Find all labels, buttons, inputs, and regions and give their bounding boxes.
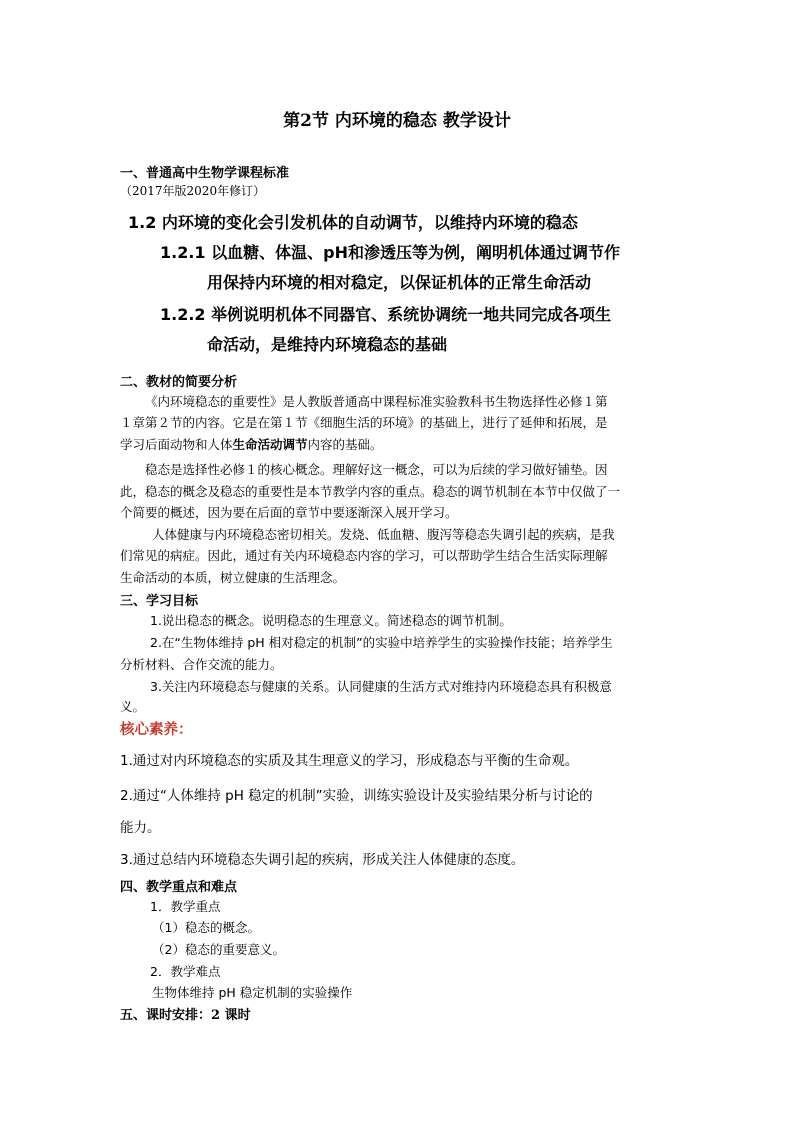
goal-1: 1.说出稳态的概念。说明稳态的生理意义。简述稳态的调节机制。 <box>150 613 512 628</box>
section-4-heading: 四、教学重点和难点 <box>120 880 238 895</box>
analysis-p1-line3-bold: 生命活动调节 <box>232 437 308 452</box>
goal-2-line1: 2.在“生物体维持 pH 相对稳定的机制”的实验中培养学生的实验操作技能；培养学生 <box>150 635 613 650</box>
core-literacy-3: 3.通过总结内环境稳态失调引起的疾病，形成关注人体健康的态度。 <box>120 852 525 868</box>
goal-3-line2: 义。 <box>120 699 146 714</box>
analysis-p1-line1: 《内环境稳态的重要性》是人教版普通高中课程标准实验教科书生物选择性必修１第 <box>145 394 608 409</box>
analysis-p1-line2: １章第２节的内容。它是在第１节《细胞生活的环境》的基础上，进行了延伸和拓展，是 <box>120 415 608 430</box>
section-1-heading: 一、普通高中生物学课程标准 <box>120 166 290 181</box>
key-point-2: （2）稳态的重要意义。 <box>152 942 285 957</box>
analysis-p2-line2: 此，稳态的概念及稳态的重要性是本节教学内容的重点。稳态的调节机制在本节中仅做了一 <box>120 484 621 499</box>
key-point-1: （1）稳态的概念。 <box>152 920 260 935</box>
section-5-heading: 五、课时安排：2 课时 <box>120 1008 251 1023</box>
goal-3-line1: 3.关注内环境稳态与健康的关系。认同健康的生活方式对维持内环境稳态具有积极意 <box>150 679 612 694</box>
analysis-p2-line3: 个简要的概述，因为要在后面的章节中要逐渐深入展开学习。 <box>120 505 458 520</box>
key-points-label: 1．教学重点 <box>150 899 221 914</box>
analysis-p1-line3-post: 内容的基础。 <box>307 437 383 452</box>
standard-1-2-2-line1: 1.2.2 举例说明机体不同器官、系统协调统一地共同完成各项生 <box>160 305 612 324</box>
section-3-heading: 三、学习目标 <box>120 594 199 609</box>
core-literacy-1: 1.通过对内环境稳态的实质及其生理意义的学习，形成稳态与平衡的生命观。 <box>120 753 579 769</box>
standard-1-2: 1.2 内环境的变化会引发机体的自动调节，以维持内环境的稳态 <box>128 213 578 232</box>
difficult-points-label: 2．教学难点 <box>150 964 221 979</box>
standard-1-2-2-line2: 命活动，是维持内环境稳态的基础 <box>207 335 448 354</box>
goal-2-line2: 分析材料、合作交流的能力。 <box>120 657 283 672</box>
analysis-p2-line1: 稳态是选择性必修１的核心概念。理解好这一概念，可以为后续的学习做好铺垫。因 <box>145 462 608 477</box>
page-title: 第2节 内环境的稳态 教学设计 <box>283 111 511 131</box>
section-2-heading: 二、教材的简要分析 <box>120 375 238 390</box>
analysis-p3-line2: 们常见的病症。因此，通过有关内环境稳态内容的学习，可以帮助学生结合生活实际理解 <box>120 548 608 563</box>
analysis-p3-line1: 人体健康与内环境稳态密切相关。发烧、低血糖、腹泻等稳态失调引起的疾病，是我 <box>152 527 615 542</box>
standard-1-2-1-line1: 1.2.1 以血糖、体温、pH和渗透压等为例，阐明机体通过调节作 <box>160 243 620 262</box>
analysis-p3-line3: 生命活动的本质，树立健康的生活理念。 <box>120 570 346 585</box>
core-literacy-2-line2: 能力。 <box>120 820 161 836</box>
analysis-p1-line3 <box>120 435 383 453</box>
difficult-point-1: 生物体维持 pH 稳定机制的实验操作 <box>152 985 353 1000</box>
standard-edition: （2017年版2020年修订） <box>120 184 266 198</box>
core-literacy-2-line1: 2.通过“人体维持 pH 稳定的机制”实验，训练实验设计及实验结果分析与讨论的 <box>120 788 593 804</box>
core-literacy-heading: 核心素养： <box>120 722 193 738</box>
analysis-p1-line3-pre: 学习后面动物和人体 <box>120 437 233 452</box>
standard-1-2-1-line2: 用保持内环境的相对稳定，以保证机体的正常生命活动 <box>207 273 592 292</box>
